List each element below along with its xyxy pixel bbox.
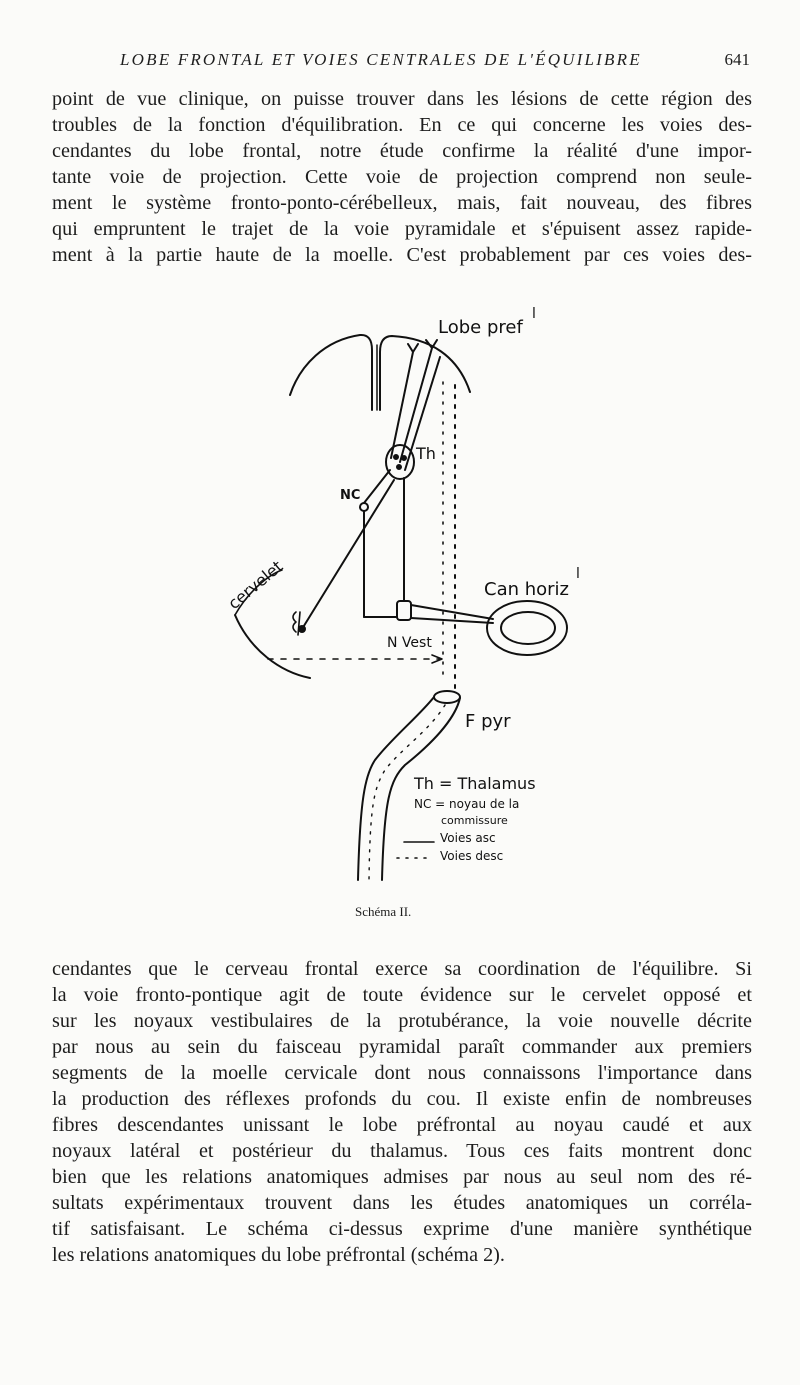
running-title: LOBE FRONTAL ET VOIES CENTRALES DE L'ÉQUILIBRE [120,50,642,69]
text-line: noyaux latéral et postérieur du thalamus. Tous ces faits montrent donc [52,1140,752,1162]
text-line: cendantes que le cerveau frontal exerce sa coordination de l'équilibre. Si [52,958,752,980]
paragraph-top [52,86,752,268]
pyr-tube-top [434,691,460,703]
text-line: point de vue clinique, on puisse trouver dans les lésions de cette région des [52,88,752,110]
label-cervelet: cervelet [224,556,287,614]
text-line: sur les noyaux vestibulaires de la protubérance, la voie nouvelle décrite [52,1010,752,1032]
label-thalamus: Th [416,444,436,463]
cortex-arc-left [290,335,372,410]
text-line: sultats expérimentaux trouvent dans les études anatomiques un corréla- [52,1192,752,1214]
page-number: 641 [724,50,750,69]
label-lobe-sup: l [532,306,536,322]
nc-node [360,503,368,511]
paragraph-bottom [52,956,752,1268]
text-line: segments de la moelle cervicale dont nous connaissons l'importance dans [52,1062,752,1084]
nc-to-thalamus [364,470,390,503]
text-line: par nous au sein du faisceau pyramidal paraît commander aux premiers [52,1036,752,1058]
text-line: tante voie de projection. Cette voie de projection comprend non seule- [52,166,752,188]
text-line: bien que les relations anatomiques admises par nous au seul nom des ré- [52,1166,752,1188]
text-line: ment le système fronto-ponto-cérébelleux, mais, fait nouveau, des fibres [52,192,752,214]
label-fpyr: F pyr [465,711,511,732]
cervelet-node [299,626,305,632]
text-line: ment à la partie haute de la moelle. C'est probablement par ces voies des- [52,244,752,266]
text-line: tif satisfaisant. Le schéma ci-dessus exprime d'une manière synthétique [52,1218,752,1240]
text-line: fibres descendantes unissant le lobe préfrontal au noyau caudé et aux [52,1114,752,1136]
label-can-horiz: Can horiz [484,579,569,600]
text-line: les relations anatomiques du lobe préfrontal (schéma 2). [52,1244,505,1266]
canal-line-bottom [411,618,493,623]
canal-inner [501,612,555,644]
legend-nc: NC = noyau de la [414,797,520,811]
label-can-sup: l [576,566,580,582]
text-line: la voie fronto-pontique agit de toute évidence sur le cervelet opposé et [52,984,752,1006]
text-line: qui empruntent le trajet de la voie pyramidale et s'épuisent assez rapide- [52,218,752,240]
canal-line-top [411,605,493,619]
label-lobe-pref: Lobe pref [438,317,523,338]
thalamus-dot-3 [397,465,401,469]
running-header [100,50,750,80]
thalamus-dot-1 [394,455,398,459]
thalamus-dot-2 [402,456,406,460]
legend-asc: Voies asc [440,831,496,845]
schema-diagram [0,280,800,900]
text-line: cendantes du lobe frontal, notre étude confirme la réalité d'une impor- [52,140,752,162]
label-nc: NC [340,488,361,503]
legend-desc: Voies desc [440,849,504,863]
label-nvest: N Vest [387,635,432,651]
legend-nc-2: commissure [441,814,508,827]
figure-caption: Schéma II. [355,904,412,919]
text-line: troubles de la fonction d'équilibration. En ce qui concerne les voies des- [52,114,752,136]
text-line: la production des réflexes profonds du cou. Il existe enfin de nombreuses [52,1088,752,1110]
legend-th: Th = Thalamus [414,774,536,793]
nvest-box [397,601,411,620]
